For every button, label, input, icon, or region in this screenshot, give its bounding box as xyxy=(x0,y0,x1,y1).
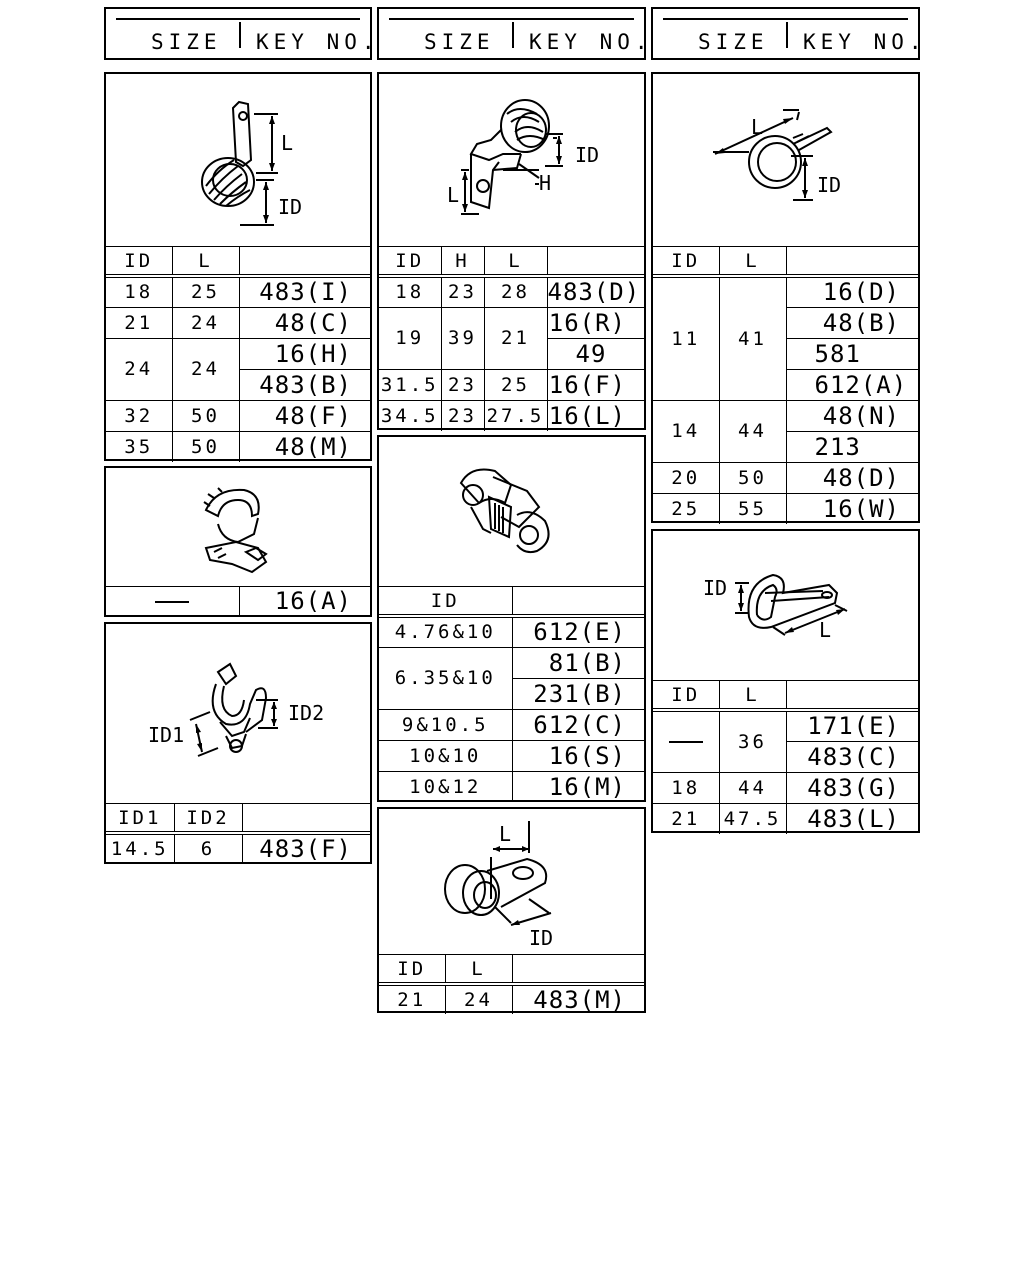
col-header-id: ID xyxy=(653,681,719,711)
cell-l: 36 xyxy=(719,710,786,772)
key-no-label: KEY NO. xyxy=(803,30,927,54)
size-label: SIZE xyxy=(698,30,769,54)
table-row xyxy=(653,710,918,741)
cell-key-no[interactable]: 483(G) xyxy=(786,772,918,803)
size-label: SIZE xyxy=(151,30,222,54)
double-clip-drawing xyxy=(379,437,644,586)
dim-label-id: ID xyxy=(278,195,303,219)
col-header-key xyxy=(786,681,918,711)
cell-id: 32 xyxy=(106,400,172,431)
cell-l: 50 xyxy=(172,400,239,431)
size-table xyxy=(379,954,644,1014)
col-header-id: ID xyxy=(653,247,719,277)
key-no-label: KEY NO. xyxy=(529,30,653,54)
cell-key-no[interactable]: 483(I) xyxy=(239,276,370,307)
cell-id: 14 xyxy=(653,400,719,462)
cell-key-no[interactable]: 16(S) xyxy=(512,740,644,771)
table-row xyxy=(106,338,370,369)
cell-id: 24 xyxy=(106,338,172,400)
cell-h: 23 xyxy=(441,400,484,431)
cell-key-no[interactable]: 612(A) xyxy=(786,369,918,400)
dim-label-l: L xyxy=(751,115,764,139)
table-row xyxy=(379,616,644,647)
cell-id: 11 xyxy=(653,276,719,400)
col-header-id: ID xyxy=(379,955,445,985)
cell-l: 50 xyxy=(719,462,786,493)
table-row xyxy=(106,400,370,431)
cell-size-none xyxy=(106,587,239,616)
cell-key-no[interactable]: 48(D) xyxy=(786,462,918,493)
cell-id2: 6 xyxy=(174,833,242,863)
cell-id: 34.5 xyxy=(379,400,441,431)
col-header-key xyxy=(242,804,370,834)
col-header-key xyxy=(786,247,918,277)
header-col1 xyxy=(104,7,380,60)
dim-label-l: L xyxy=(819,618,832,642)
cell-key-no[interactable]: 49 xyxy=(547,338,644,369)
cushion-clamp-drawing xyxy=(379,809,644,954)
table-row xyxy=(379,740,644,771)
cell-h: 23 xyxy=(441,276,484,307)
cell-id: 21 xyxy=(653,803,719,834)
dim-label-id: ID xyxy=(703,576,728,600)
table-row xyxy=(379,276,644,307)
table-row xyxy=(106,587,370,616)
panel-ring-clamp xyxy=(651,72,920,523)
col-header-key xyxy=(547,247,644,277)
cell-h: 39 xyxy=(441,307,484,369)
bracket-clamp-drawing xyxy=(379,74,644,246)
col-header-id: ID xyxy=(379,587,512,617)
cell-key-no[interactable]: 213 xyxy=(786,431,918,462)
size-table xyxy=(379,246,644,431)
panel-clip-clamp xyxy=(104,466,372,617)
key-no-label: KEY NO. xyxy=(256,30,380,54)
cell-key-no[interactable]: 483(D) xyxy=(547,276,644,307)
cell-key-no[interactable]: 231(B) xyxy=(512,678,644,709)
cell-key-no[interactable]: 483(B) xyxy=(239,369,370,400)
cushion-clamp-figure xyxy=(379,809,644,954)
col-header-id: ID xyxy=(379,247,441,277)
cell-id: 25 xyxy=(653,493,719,524)
ring-clamp-drawing xyxy=(653,74,918,246)
table-row xyxy=(106,431,370,462)
cell-id: 6.35&10 xyxy=(379,647,512,709)
size-table xyxy=(106,586,370,616)
cell-l: 44 xyxy=(719,772,786,803)
panel-bracket-clamp xyxy=(377,72,646,430)
cell-key-no[interactable]: 581 xyxy=(786,338,918,369)
table-row xyxy=(379,984,644,1014)
cell-l: 25 xyxy=(172,276,239,307)
dim-label-h: H xyxy=(539,171,552,195)
clip-clamp-drawing xyxy=(106,468,370,586)
cell-l: 55 xyxy=(719,493,786,524)
cell-l: 24 xyxy=(172,307,239,338)
dim-label-l: L xyxy=(499,822,512,846)
cell-h: 23 xyxy=(441,369,484,400)
col-header-h: H xyxy=(441,247,484,277)
cell-l: 21 xyxy=(484,307,547,369)
table-row xyxy=(653,462,918,493)
cell-key-no[interactable]: 16(F) xyxy=(547,369,644,400)
dash-mark xyxy=(669,741,703,743)
cell-key-no[interactable]: 612(E) xyxy=(512,616,644,647)
size-table xyxy=(106,803,370,863)
cell-key-no[interactable]: 16(R) xyxy=(547,307,644,338)
col-header-key xyxy=(239,247,370,277)
cell-key-no[interactable]: 81(B) xyxy=(512,647,644,678)
cell-id: 21 xyxy=(379,984,445,1014)
dim-label-l: L xyxy=(447,183,460,207)
cell-key-no[interactable]: 48(B) xyxy=(786,307,918,338)
twin-clip-figure xyxy=(106,624,370,803)
cell-l: 25 xyxy=(484,369,547,400)
size-label: SIZE xyxy=(424,30,495,54)
dim-label-l: L xyxy=(281,131,294,155)
cell-id: 10&12 xyxy=(379,771,512,802)
p-clamp-drawing xyxy=(653,531,918,680)
cell-key-no[interactable]: 483(C) xyxy=(786,741,918,772)
col-header-id2: ID2 xyxy=(174,804,242,834)
cell-key-no[interactable]: 483(F) xyxy=(242,833,370,863)
cell-key-no[interactable]: 483(M) xyxy=(512,984,644,1014)
cell-id: 9&10.5 xyxy=(379,709,512,740)
col-header-l: L xyxy=(484,247,547,277)
band-clamp-figure xyxy=(106,74,370,246)
cell-l: 44 xyxy=(719,400,786,462)
table-row xyxy=(106,307,370,338)
table-row xyxy=(653,803,918,834)
cell-id: 31.5 xyxy=(379,369,441,400)
cell-l: 24 xyxy=(445,984,512,1014)
table-row xyxy=(653,276,918,307)
cell-id xyxy=(653,710,719,772)
panel-band-clamp xyxy=(104,72,372,461)
dim-label-id: ID xyxy=(575,143,600,167)
p-clamp-figure xyxy=(653,531,918,680)
table-row xyxy=(379,369,644,400)
cell-id: 35 xyxy=(106,431,172,462)
cell-id: 18 xyxy=(106,276,172,307)
col-header-key xyxy=(512,587,644,617)
clip-clamp-figure xyxy=(106,468,370,586)
col-header-l: L xyxy=(719,681,786,711)
size-table xyxy=(106,246,370,462)
table-row xyxy=(653,493,918,524)
cell-key-no[interactable]: 16(A) xyxy=(239,587,370,616)
dash-mark xyxy=(155,601,189,603)
table-row xyxy=(379,771,644,802)
cell-key-no[interactable]: 16(L) xyxy=(547,400,644,431)
cell-key-no[interactable]: 16(H) xyxy=(239,338,370,369)
table-row xyxy=(379,307,644,338)
table-row xyxy=(379,709,644,740)
ring-clamp-figure xyxy=(653,74,918,246)
col-header-l: L xyxy=(445,955,512,985)
col-header-id: ID xyxy=(106,247,172,277)
cell-key-no[interactable]: 16(D) xyxy=(786,276,918,307)
header-col2 xyxy=(377,7,653,60)
cell-id: 4.76&10 xyxy=(379,616,512,647)
cell-key-no[interactable]: 48(F) xyxy=(239,400,370,431)
size-table xyxy=(653,246,918,524)
cell-l: 47.5 xyxy=(719,803,786,834)
cell-id: 21 xyxy=(106,307,172,338)
cell-key-no[interactable]: 483(L) xyxy=(786,803,918,834)
double-clip-figure xyxy=(379,437,644,586)
table-row xyxy=(379,400,644,431)
cell-id1: 14.5 xyxy=(106,833,174,863)
table-row xyxy=(653,772,918,803)
col-header-key xyxy=(512,955,644,985)
cell-key-no[interactable]: 171(E) xyxy=(786,710,918,741)
cell-key-no[interactable]: 48(N) xyxy=(786,400,918,431)
cell-id: 10&10 xyxy=(379,740,512,771)
cell-key-no[interactable]: 48(C) xyxy=(239,307,370,338)
dim-label-id: ID xyxy=(817,173,842,197)
dim-label-id1: ID1 xyxy=(148,723,185,747)
table-row xyxy=(106,833,370,863)
table-row xyxy=(106,276,370,307)
cell-key-no[interactable]: 16(W) xyxy=(786,493,918,524)
panel-p-clamp xyxy=(651,529,920,833)
cell-l: 41 xyxy=(719,276,786,400)
col-header-l: L xyxy=(719,247,786,277)
cell-l: 27.5 xyxy=(484,400,547,431)
header-col3 xyxy=(651,7,927,60)
table-row xyxy=(653,400,918,431)
cell-l: 50 xyxy=(172,431,239,462)
cell-id: 18 xyxy=(379,276,441,307)
twin-clip-drawing xyxy=(106,624,370,803)
dim-label-id2: ID2 xyxy=(288,701,325,725)
cell-l: 28 xyxy=(484,276,547,307)
panel-cushion-clamp xyxy=(377,807,646,1013)
col-header-l: L xyxy=(172,247,239,277)
col-header-id1: ID1 xyxy=(106,804,174,834)
cell-id: 19 xyxy=(379,307,441,369)
panel-double-clip xyxy=(377,435,646,802)
size-table xyxy=(379,586,644,802)
cell-key-no[interactable]: 16(M) xyxy=(512,771,644,802)
panel-twin-clip xyxy=(104,622,372,864)
dim-label-id: ID xyxy=(529,926,554,950)
bracket-clamp-figure xyxy=(379,74,644,246)
size-table xyxy=(653,680,918,834)
band-clamp-drawing xyxy=(106,74,370,246)
cell-id: 20 xyxy=(653,462,719,493)
table-row xyxy=(379,647,644,678)
cell-id: 18 xyxy=(653,772,719,803)
cell-key-no[interactable]: 612(C) xyxy=(512,709,644,740)
cell-l: 24 xyxy=(172,338,239,400)
cell-key-no[interactable]: 48(M) xyxy=(239,431,370,462)
